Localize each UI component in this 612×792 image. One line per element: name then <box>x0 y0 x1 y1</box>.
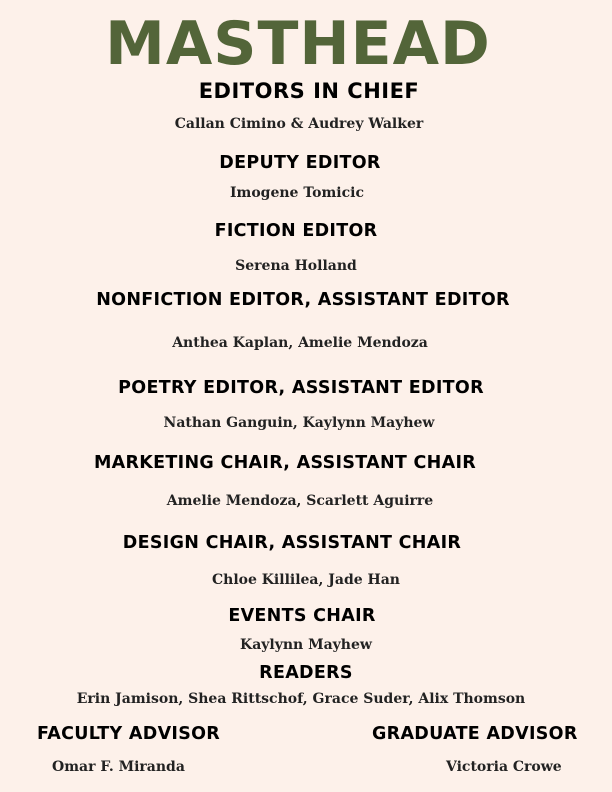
section-names-poetry: Nathan Ganguin, Kaylynn Mayhew <box>163 415 435 431</box>
section-heading-design: DESIGN CHAIR, ASSISTANT CHAIR <box>122 533 462 553</box>
section-heading-events: EVENTS CHAIR <box>228 606 376 626</box>
section-names-design: Chloe Killilea, Jade Han <box>212 572 400 588</box>
section-heading-deputy-editor: DEPUTY EDITOR <box>219 153 381 173</box>
section-names-deputy-editor: Imogene Tomicic <box>229 185 364 201</box>
section-names-nonfiction: Anthea Kaplan, Amelie Mendoza <box>172 335 428 351</box>
section-heading-fiction-editor: FICTION EDITOR <box>214 221 378 241</box>
masthead-title: MASTHEAD <box>105 9 491 79</box>
graduate-advisor-name: Victoria Crowe <box>446 759 562 775</box>
section-names-events: Kaylynn Mayhew <box>240 637 372 653</box>
section-heading-editors-in-chief: EDITORS IN CHIEF <box>198 79 420 103</box>
section-names-marketing: Amelie Mendoza, Scarlett Aguirre <box>166 493 434 509</box>
section-heading-marketing: MARKETING CHAIR, ASSISTANT CHAIR <box>93 453 477 473</box>
section-heading-readers: READERS <box>259 663 353 683</box>
faculty-advisor-name: Omar F. Miranda <box>52 759 185 775</box>
section-names-readers: Erin Jamison, Shea Rittschof, Grace Suder, Alix Thomson <box>76 691 526 707</box>
graduate-advisor-heading: GRADUATE ADVISOR <box>372 724 578 744</box>
section-names-fiction-editor: Serena Holland <box>235 258 357 274</box>
section-heading-nonfiction: NONFICTION EDITOR, ASSISTANT EDITOR <box>96 290 510 310</box>
section-heading-poetry: POETRY EDITOR, ASSISTANT EDITOR <box>118 378 484 398</box>
section-names-editors-in-chief: Callan Cimino & Audrey Walker <box>174 116 424 132</box>
faculty-advisor-heading: FACULTY ADVISOR <box>37 724 221 744</box>
